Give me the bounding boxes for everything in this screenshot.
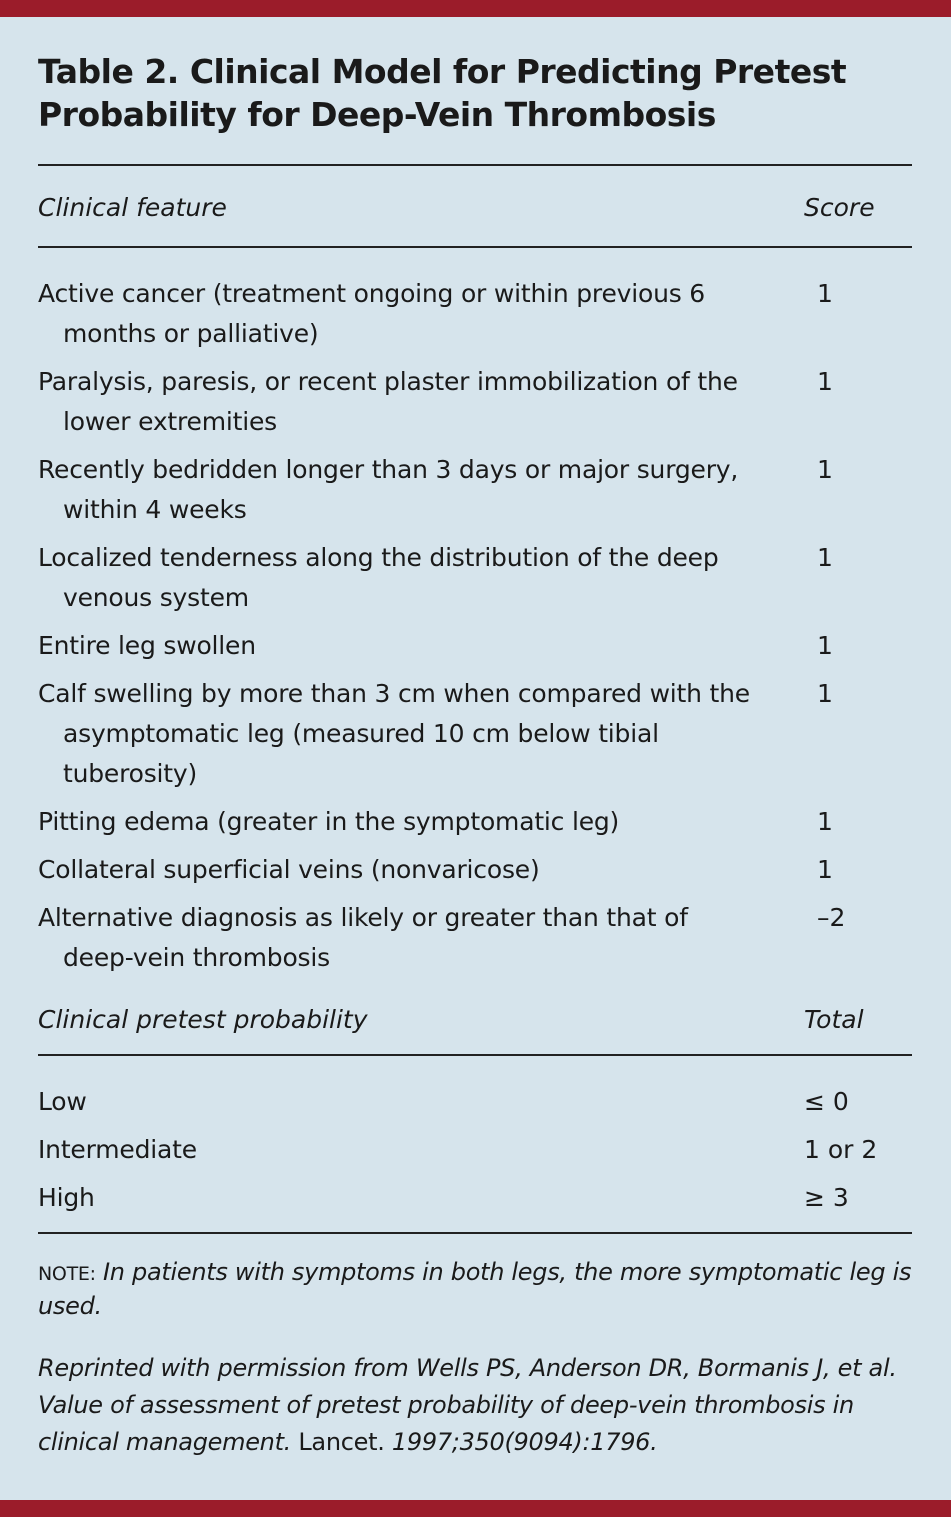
feature-text: Calf swelling by more than 3 cm when compared with the asymptomatic leg (measured 10 cm below tibial tuberosity) — [38, 679, 750, 788]
feature-text: Localized tenderness along the distribution of the deep venous system — [38, 543, 719, 612]
feature-text: Alternative diagnosis as likely or greater than that of deep-vein thrombosis — [38, 903, 688, 972]
feature-text: Pitting edema (greater in the symptomatic leg) — [38, 807, 620, 836]
probability-total: 1 or 2 — [804, 1135, 878, 1164]
source-citation — [38, 1350, 912, 1461]
probability-label: Intermediate — [38, 1135, 197, 1164]
probability-header — [38, 982, 912, 1054]
feature-score: 1 — [817, 679, 833, 708]
citation-journal: Lancet. — [298, 1428, 385, 1456]
feature-row — [38, 898, 912, 978]
feature-score: 1 — [817, 855, 833, 884]
probability-row — [38, 1130, 912, 1170]
features-header — [38, 166, 912, 246]
feature-score: 1 — [817, 367, 833, 396]
feature-row — [38, 626, 912, 666]
feature-score: 1 — [817, 631, 833, 660]
top-border — [0, 0, 951, 17]
probability-label: High — [38, 1183, 95, 1212]
feature-row — [38, 850, 912, 890]
feature-row — [38, 674, 912, 794]
feature-text: Paralysis, paresis, or recent plaster immobilization of the lower extremities — [38, 367, 738, 436]
probability-row — [38, 1082, 912, 1122]
citation-text: Reprinted with permission from Wells PS, Anderson DR, Bormanis J, et al. Value of assessment of pretest probability of deep-vein thrombosis in clinical management. — [38, 1354, 897, 1456]
feature-score: 1 — [817, 279, 833, 308]
feature-score: 1 — [817, 543, 833, 572]
score-column-header: Score — [804, 192, 875, 222]
table-title: Table 2. Clinical Model for Predicting Pretest Probability for Deep-Vein Thrombosis — [38, 52, 847, 134]
probability-column-header: Clinical pretest probability — [38, 1004, 368, 1034]
table-note — [38, 1256, 912, 1322]
note-label: NOTE: — [38, 1263, 96, 1285]
divider — [38, 246, 912, 248]
divider — [38, 1054, 912, 1056]
probability-total: ≤ 0 — [804, 1087, 849, 1116]
probability-list — [38, 1082, 912, 1218]
features-list — [38, 274, 912, 978]
divider — [38, 1232, 912, 1234]
feature-text: Recently bedridden longer than 3 days or major surgery, within 4 weeks — [38, 455, 739, 524]
probability-label: Low — [38, 1087, 87, 1116]
probability-row — [38, 1178, 912, 1218]
bottom-border — [0, 1500, 951, 1517]
feature-row — [38, 274, 912, 354]
feature-row — [38, 450, 912, 530]
feature-text: Collateral superficial veins (nonvaricose) — [38, 855, 540, 884]
feature-score: 1 — [817, 455, 833, 484]
feature-text: Entire leg swollen — [38, 631, 256, 660]
feature-row — [38, 802, 912, 842]
probability-total: ≥ 3 — [804, 1183, 849, 1212]
note-text: In patients with symptoms in both legs, the more symptomatic leg is used. — [38, 1258, 912, 1320]
table-container — [38, 50, 912, 1461]
feature-row — [38, 538, 912, 618]
feature-column-header: Clinical feature — [38, 192, 227, 222]
total-column-header: Total — [804, 1004, 864, 1034]
feature-text: Active cancer (treatment ongoing or within previous 6 months or palliative) — [38, 279, 706, 348]
feature-row — [38, 362, 912, 442]
citation-details: 1997;350(9094):1796. — [391, 1428, 658, 1456]
feature-score: 1 — [817, 807, 833, 836]
feature-score: –2 — [817, 903, 846, 932]
